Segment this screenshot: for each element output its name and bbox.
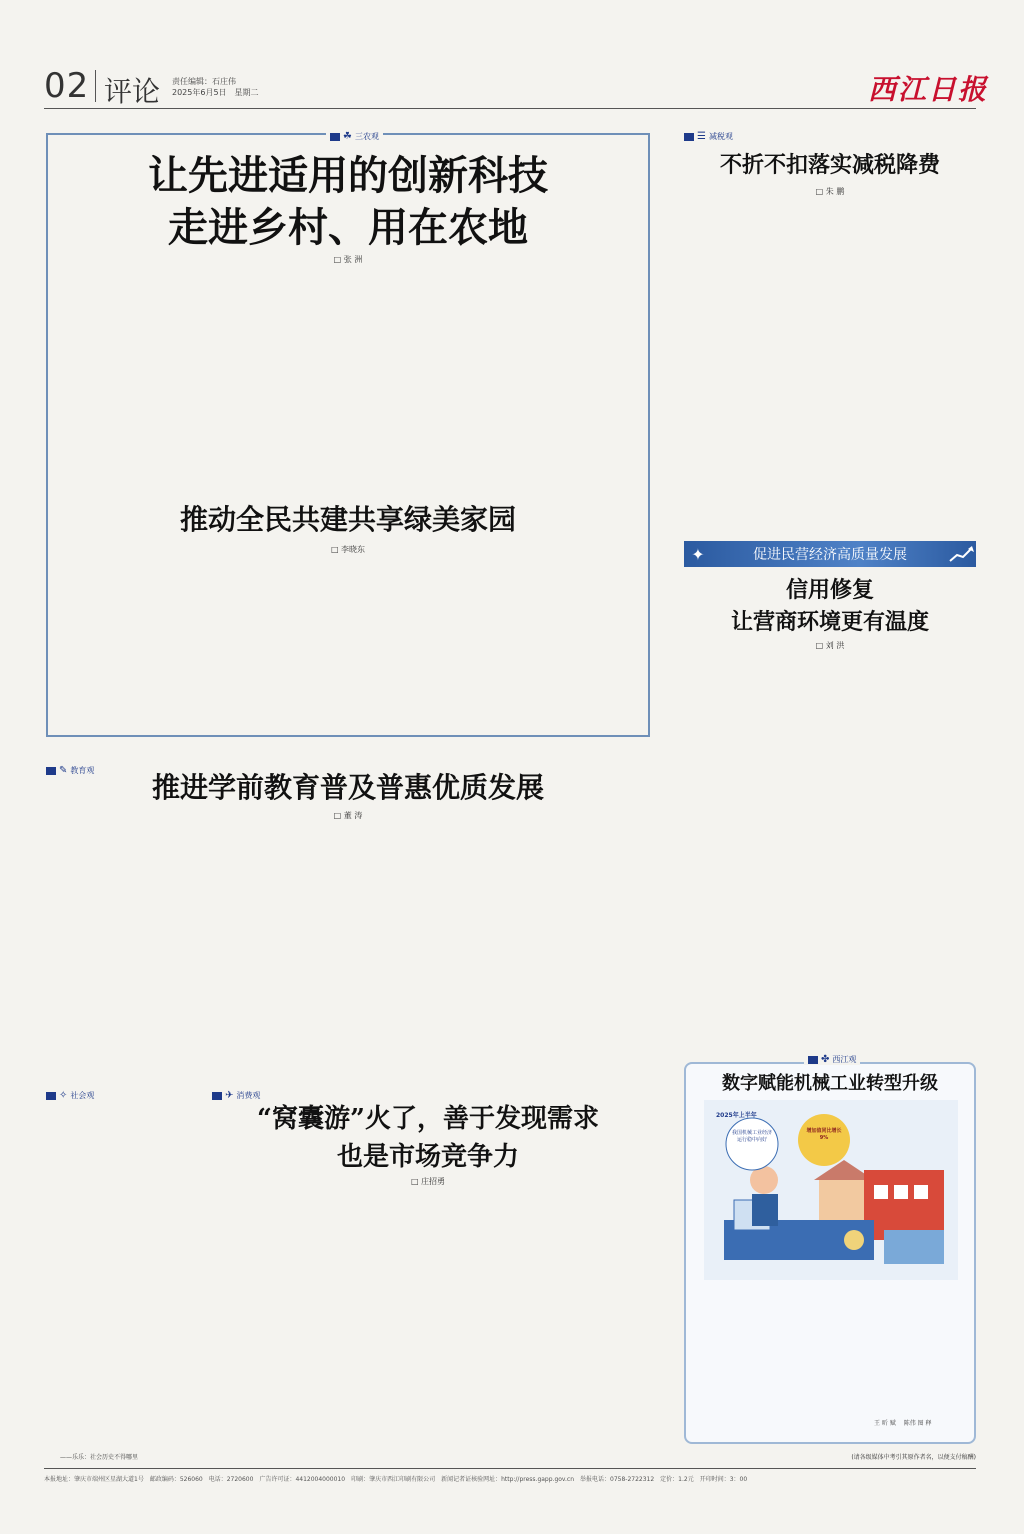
article3-body — [684, 206, 976, 522]
article1-body — [56, 276, 640, 488]
tag-glyph-icon: ✎ — [59, 765, 68, 776]
infographic-illustration — [704, 1100, 958, 1280]
article1-tag — [326, 131, 383, 142]
section-name: 评论 — [104, 75, 161, 108]
title-line: 走进乡村、用在农地 — [168, 204, 528, 251]
article6-body — [46, 1106, 186, 1446]
tag-label: 减税观 — [708, 132, 733, 141]
title-line: 也是市场竞争力 — [336, 1142, 519, 1172]
tag-label: 三农观 — [354, 132, 379, 141]
article6-signature: ——乐乐：社会历史不得哪里 — [60, 1454, 139, 1461]
article2-title: 推动全民共建共享绿美家园 — [179, 503, 516, 536]
footer-rule — [44, 1468, 976, 1469]
tag-glyph-icon: ☘ — [343, 131, 352, 142]
factory-illustration-icon — [704, 1100, 958, 1280]
tag-glyph-icon: ✧ — [59, 1090, 68, 1101]
title-line: 让营商环境更有温度 — [730, 609, 929, 635]
article2-body — [56, 566, 640, 726]
banner-text: 促进民营经济高质量发展 — [753, 547, 907, 563]
masthead-rule — [44, 108, 976, 109]
masthead-meta — [172, 76, 259, 98]
article3-tag — [684, 131, 733, 142]
article5-title: 推进学前教育普及普惠优质发展 — [151, 771, 544, 804]
tag-square-icon — [212, 1092, 222, 1100]
tag-square-icon — [46, 1092, 56, 1100]
article8-tag — [804, 1054, 860, 1065]
title-line: “窝囊游”火了，善于发现需求 — [257, 1104, 599, 1134]
article4-body — [684, 656, 976, 1026]
article3-title: 不折不扣落实减税降费 — [719, 152, 940, 178]
tag-square-icon — [330, 133, 340, 141]
article6-tag — [46, 1090, 94, 1101]
tag-glyph-icon: ✤ — [821, 1054, 830, 1065]
tag-label: 西江观 — [832, 1055, 857, 1064]
article8-title: 数字赋能机械工业转型升级 — [722, 1073, 938, 1094]
footer-info: 本报地址：肇庆市端州区星湖大道1号 邮政编码：526060 电话：2720600 广告许可证：4412004000010 印刷：肇庆市西江印刷有限公司 新闻记者证核验网址：http://press.gapp.gov.cn 举报电话：0758-2722312 定价：1.2元 开印时间：3：00 — [44, 1476, 748, 1483]
infographic-year: 2025年上半年 — [716, 1112, 757, 1119]
tag-square-icon — [684, 133, 694, 141]
tag-label: 消费观 — [236, 1091, 261, 1100]
title-line: 信用修复 — [785, 577, 874, 603]
page-number: 02 — [44, 66, 90, 106]
masthead-divider — [95, 70, 96, 102]
article2-author: □ 李晓东 — [330, 545, 366, 554]
infographic-bubble-2: 增加值同比增长9% — [806, 1128, 842, 1141]
topic-banner — [684, 541, 976, 567]
submission-notice: (请各级媒体中考引其原作者名，以便支付稿酬) — [851, 1454, 976, 1461]
banner-logo-icon: ✦ — [691, 544, 705, 564]
tag-glyph-icon: ✈ — [225, 1090, 234, 1101]
tag-label: 社会观 — [70, 1091, 95, 1100]
newspaper-logo: 西江日报 — [868, 73, 989, 106]
article4-title — [684, 574, 976, 638]
article7-body — [206, 1196, 650, 1466]
article3-author: □ 朱 鹏 — [815, 187, 845, 196]
article8-body — [694, 1290, 966, 1410]
tag-square-icon — [808, 1056, 818, 1064]
tag-glyph-icon: ☰ — [697, 131, 706, 142]
tag-label: 教育观 — [70, 766, 95, 775]
article5-body — [56, 830, 650, 1064]
date-line: 2025年6月5日 星期二 — [172, 88, 259, 97]
editor-line: 责任编辑：石庄伟 — [172, 77, 236, 86]
infographic-bubble-1: 我国机械工业经济运行稳中向好 — [731, 1130, 772, 1143]
trend-arrow-icon — [948, 544, 976, 564]
article1-title — [60, 150, 636, 254]
article8-signature: 王 昕 赋 陈伟 图 释 — [874, 1420, 932, 1427]
article5-author: □ 董 涛 — [333, 811, 363, 820]
article7-title — [206, 1100, 650, 1176]
article7-author: □ 庄招勇 — [410, 1177, 446, 1186]
article4-author: □ 刘 洪 — [815, 641, 845, 650]
article1-author: □ 张 洲 — [333, 255, 363, 264]
title-line: 让先进适用的创新科技 — [148, 152, 548, 199]
